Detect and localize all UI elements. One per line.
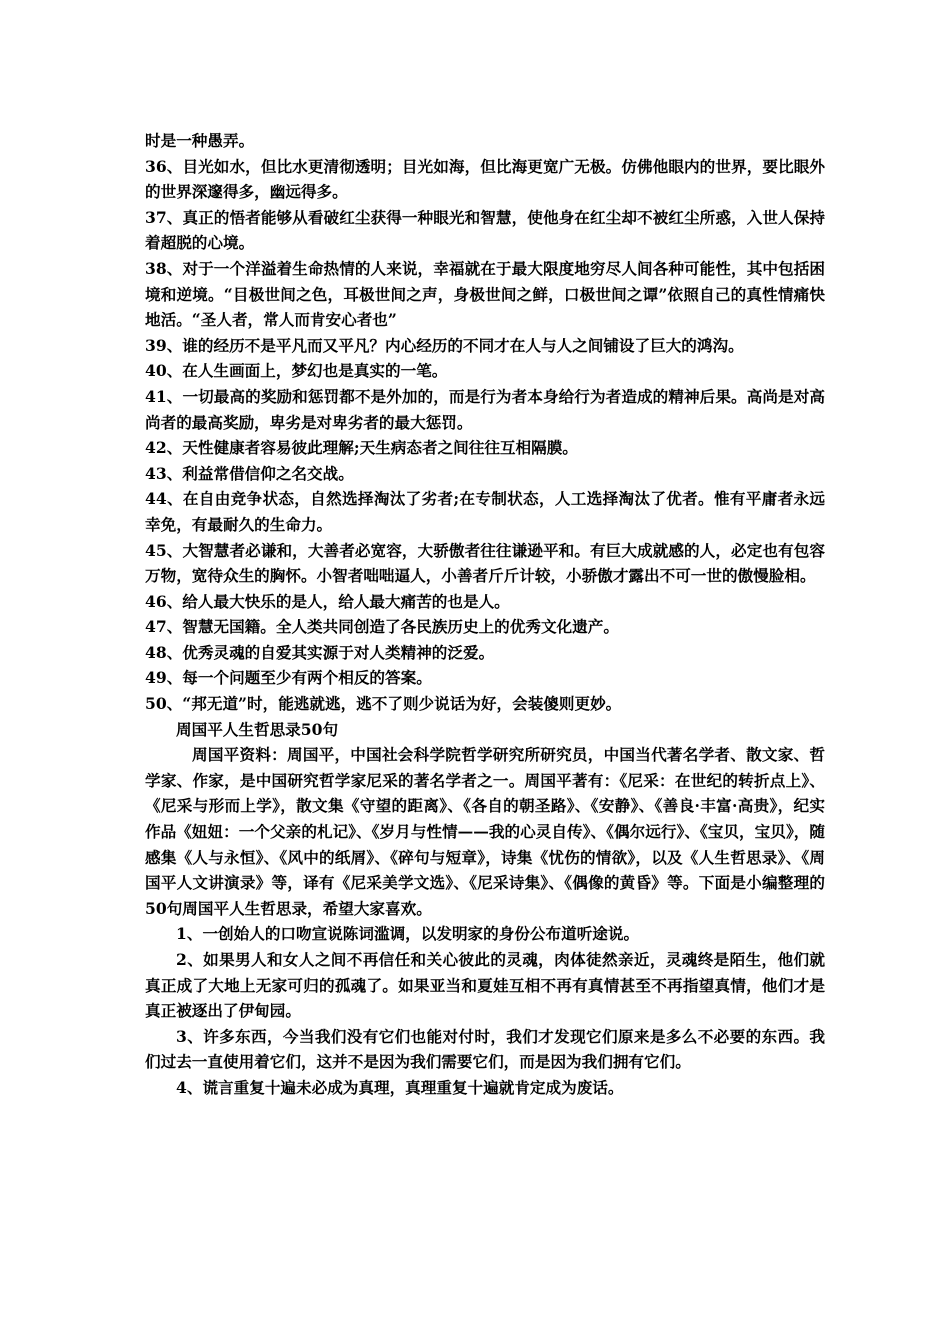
- quote-47: 47、智慧无国籍。全人类共同创造了各民族历史上的优秀文化遗产。: [145, 617, 619, 637]
- paragraph-35-tail: 时是一种愚弄。: [145, 131, 255, 150]
- quote-36: 36、目光如水，但比水更清彻透明；目光如海，但比海更宽广无极。仿佛他眼内的世界，要比眼外的世界深邃得多，幽远得多。: [145, 156, 825, 202]
- quote-50: 50、“邦无道”时，能逃就逃，逃不了则少说话为好，会装傻则更妙。: [145, 694, 622, 714]
- quote-49: 49、每一个问题至少有两个相反的答案。: [145, 668, 432, 688]
- quote-41: 41、一切最高的奖励和惩罚都不是外加的，而是行为者本身给行为者造成的精神后果。高尚是对高尚者的最高奖励，卑劣是对卑劣者的最大惩罚。: [145, 386, 825, 432]
- item-1: 1、一创始人的口吻宣说陈词滥调，以发明家的身份公布道听途说。: [176, 924, 640, 944]
- quote-40: 40、在人生画面上，梦幻也是真实的一笔。: [145, 361, 448, 381]
- quote-42: 42、天性健康者容易彼此理解;天生病态者之间往往互相隔膜。: [145, 438, 578, 458]
- quote-43: 43、利益常借信仰之名交战。: [145, 463, 354, 483]
- quote-44: 44、在自由竞争状态，自然选择淘汰了劣者;在专制状态，人工选择淘汰了优者。惟有平庸者永远幸免，有最耐久的生命力。: [145, 489, 825, 534]
- quote-39: 39、谁的经历不是平凡而又平凡？内心经历的不同才在人与人之间铺设了巨大的鸿沟。: [145, 335, 744, 355]
- section-heading: 周国平人生哲思录50句: [176, 719, 339, 739]
- item-4: 4、谎言重复十遍未必成为真理，真理重复十遍就肯定成为废话。: [176, 1077, 624, 1097]
- item-3: 3、许多东西，今当我们没有它们也能对付时，我们才发现它们原来是多么不必要的东西。我们过去一直使用着它们，这并不是因为我们需要它们，而是因为我们拥有它们。: [145, 1026, 825, 1072]
- quote-38: 38、对于一个洋溢着生命热情的人来说，幸福就在于最大限度地穷尽人间各种可能性，其中包括困境和逆境。“目极世间之色，耳极世间之声，身极世间之鲜，口极世间之谭”依照自己的真性情痛快地活。“圣人者，常人而肯安心者也”: [145, 258, 825, 330]
- quote-46: 46、给人最大快乐的是人，给人最大痛苦的也是人。: [145, 591, 510, 611]
- document-page: [145, 128, 825, 1101]
- quote-45: 45、大智慧者必谦和，大善者必宽容，大骄傲者往往谦逊平和。有巨大成就感的人，必定也有包容万物，宽待众生的胸怀。小智者咄咄逼人，小善者斤斤计较，小骄傲才露出不可一世的傲慢脸相。: [145, 540, 825, 586]
- item-2: 2、如果男人和女人之间不再信任和关心彼此的灵魂，肉体徒然亲近，灵魂终是陌生，他们就真正成了大地上无家可归的孤魂了。如果亚当和夏娃互相不再有真情甚至不再指望真情，他们才是真正被逐出了伊甸园。: [145, 950, 825, 1021]
- quote-48: 48、优秀灵魂的自爱其实源于对人类精神的泛爱。: [145, 642, 495, 662]
- quote-37: 37、真正的悟者能够从看破红尘获得一种眼光和智慧，使他身在红尘却不被红尘所惑，入世人保持着超脱的心境。: [145, 207, 825, 253]
- author-intro: 周国平资料：周国平，中国社会科学院哲学研究所研究员，中国当代著名学者、散文家、哲学家、作家，是中国研究哲学家尼采的著名学者之一。周国平著有：《尼采：在世纪的转折点上》、《尼采与形而上学》，散文集《守望的距离》、《各自的朝圣路》、《安静》、《善良·丰富·高贵》，纪实作品《妞妞：一个父亲的札记》、《岁月与性情——我的心灵自传》、《偶尔远行》、《宝贝，宝贝》，随感集《人与永恒》、《风中的纸屑》、《碎句与短章》，诗集《忧伤的情欲》，以及《人生哲思录》、《周国平人文讲演录》等，译有《尼采美学文选》、《尼采诗集》、《偶像的黄昏》等。下面是小编整理的50句周国平人生哲思录，希望大家喜欢。: [145, 745, 825, 918]
